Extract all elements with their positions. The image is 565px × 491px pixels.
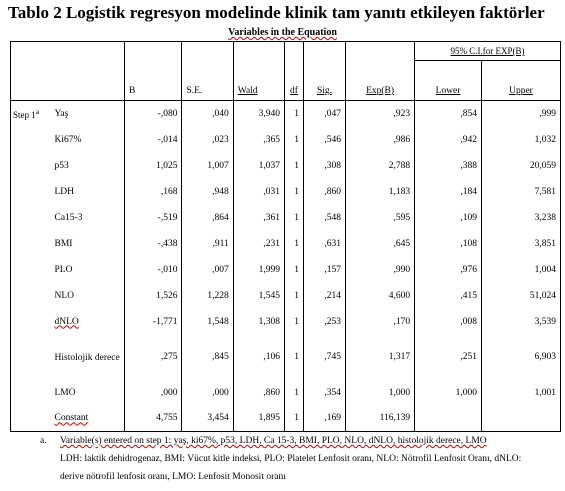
cell-lower: ,108 [415,231,482,257]
cell-b: -,014 [125,127,182,153]
cell-se: ,948 [182,179,233,205]
variable-name: Ca15-3 [54,212,83,223]
footnote [40,432,560,486]
cell-upper: 20,059 [481,153,560,179]
footnote-line: LDH: laktik dehidrogenaz, BMI: Vücut kitle indeksi, PLO: Platelet Lenfosit oranı, NLO: Nötrofil Lenfosit Oranı, dNLO: [60,454,522,464]
cell-df: 1 [285,231,304,257]
cell-se: 3,454 [182,406,233,432]
variable-name: LMO [54,387,76,398]
col-header-lower: Lower [415,61,482,101]
header-row-columns [11,61,561,101]
cell-expb: ,170 [346,309,415,335]
cell-lower: ,942 [415,127,482,153]
cell-sig: ,745 [303,335,345,380]
footnote-marker: a. [40,436,47,446]
cell-wald: 1,037 [233,153,284,179]
variable-name: NLO [54,290,75,301]
cell-sig: ,157 [303,257,345,283]
variable-name: LDH [54,186,75,197]
cell-se: ,007 [182,257,233,283]
cell-wald: ,231 [233,231,284,257]
cell-upper: 1,001 [481,380,560,406]
col-header-se: S.E. [182,61,233,101]
cell-lower: ,976 [415,257,482,283]
cell-wald: 1,999 [233,257,284,283]
cell-lower: ,415 [415,283,482,309]
cell-lower: ,109 [415,205,482,231]
cell-b: 4,755 [125,406,182,432]
cell-expb: ,595 [346,205,415,231]
table-row [11,205,561,231]
cell-lower: ,008 [415,309,482,335]
table-subtitle: Variables in the Equation [228,27,337,38]
variable-name: Yaş [54,108,69,119]
cell-b: -1,771 [125,309,182,335]
ci-group-header: 95% C.I.for EXP(B) [415,42,561,61]
variable-name: dNLO [54,316,79,327]
cell-sig: ,169 [303,406,345,432]
col-header-wald: Wald [233,61,284,101]
cell-df: 1 [285,335,304,380]
cell-upper: 1,032 [481,127,560,153]
cell-df: 1 [285,205,304,231]
table-row [11,335,561,380]
table-row [11,231,561,257]
cell-se: ,023 [182,127,233,153]
cell-lower: ,184 [415,179,482,205]
cell-b: 1,526 [125,283,182,309]
cell-df: 1 [285,309,304,335]
cell-upper [481,406,560,432]
step-label: Step 1$^a$ [11,101,51,127]
cell-upper: 7,581 [481,179,560,205]
cell-df: 1 [285,406,304,432]
cell-se: 1,548 [182,309,233,335]
cell-b: 1,025 [125,153,182,179]
cell-upper: 1,004 [481,257,560,283]
cell-wald: ,106 [233,335,284,380]
table-row [11,153,561,179]
cell-upper: 3,238 [481,205,560,231]
cell-wald: ,365 [233,127,284,153]
cell-se: ,040 [182,101,233,127]
footnote-line: Variable(s) entered on step 1: yaş, ki67%, p53, LDH, Ca 15-3, BMI, PLO, NLO, dNLO, histolojik derece, LMO [60,436,487,446]
cell-sig: ,546 [303,127,345,153]
cell-sig: ,548 [303,205,345,231]
cell-b: -,080 [125,101,182,127]
regression-table [10,41,561,432]
variable-name: Constant [51,406,125,432]
table-row [11,101,561,127]
cell-upper: 3,539 [481,309,560,335]
cell-b: -,010 [125,257,182,283]
col-header-upper: Upper [481,61,560,101]
col-header-df: df [285,61,304,101]
footnote-line: derive nötrofil lenfosit oranı, LMO: Lenfosit Monosit oranı [60,472,286,482]
cell-lower: ,388 [415,153,482,179]
cell-expb: 4,600 [346,283,415,309]
cell-se: 1,228 [182,283,233,309]
cell-sig: ,631 [303,231,345,257]
table-title: Tablo 2 Logistik regresyon modelinde klinik tam yanıtı etkileyen faktörler [8,3,545,22]
cell-df: 1 [285,380,304,406]
cell-sig: ,047 [303,101,345,127]
col-header-b: B [125,61,182,101]
cell-lower: 1,000 [415,380,482,406]
table-row [11,380,561,406]
cell-upper: 3,851 [481,231,560,257]
variable-name: BMI [54,238,73,249]
cell-sig: ,214 [303,283,345,309]
col-header-sig: Sig. [303,61,345,101]
cell-df: 1 [285,101,304,127]
cell-expb: ,986 [346,127,415,153]
cell-df: 1 [285,257,304,283]
table-row [11,127,561,153]
cell-wald: ,361 [233,205,284,231]
cell-se: 1,007 [182,153,233,179]
cell-lower: ,854 [415,101,482,127]
cell-expb: ,990 [346,257,415,283]
cell-sig: ,354 [303,380,345,406]
table-row [11,406,561,432]
cell-wald: 1,308 [233,309,284,335]
cell-lower [415,406,482,432]
cell-b: -,519 [125,205,182,231]
cell-sig: ,308 [303,153,345,179]
cell-wald: 3,940 [233,101,284,127]
cell-expb: 1,000 [346,380,415,406]
cell-upper: 6,903 [481,335,560,380]
cell-upper: 51,024 [481,283,560,309]
cell-expb: 116,139 [346,406,415,432]
cell-df: 1 [285,179,304,205]
variable-name: Histolojik derece [54,352,120,363]
cell-upper: ,999 [481,101,560,127]
cell-wald: 1,895 [233,406,284,432]
cell-wald: 1,545 [233,283,284,309]
variable-name: p53 [54,160,69,171]
table-row [11,179,561,205]
cell-wald: ,031 [233,179,284,205]
cell-b: ,275 [125,335,182,380]
cell-expb: 1,317 [346,335,415,380]
cell-se: ,000 [182,380,233,406]
header-row-group [11,42,561,61]
variable-name: PLO [54,264,73,275]
cell-expb: ,923 [346,101,415,127]
cell-df: 1 [285,127,304,153]
cell-expb: 1,183 [346,179,415,205]
cell-se: ,911 [182,231,233,257]
cell-b: -,438 [125,231,182,257]
table-row [11,309,561,335]
cell-expb: 2,788 [346,153,415,179]
cell-se: ,845 [182,335,233,380]
table-row [11,283,561,309]
col-header-expb: Exp(B) [346,61,415,101]
cell-wald: ,860 [233,380,284,406]
cell-sig: ,253 [303,309,345,335]
cell-b: ,168 [125,179,182,205]
cell-df: 1 [285,153,304,179]
cell-lower: ,251 [415,335,482,380]
cell-df: 1 [285,283,304,309]
cell-sig: ,860 [303,179,345,205]
cell-expb: ,645 [346,231,415,257]
table-row [11,257,561,283]
cell-se: ,864 [182,205,233,231]
variable-name: Ki67% [54,134,82,145]
cell-b: ,000 [125,380,182,406]
